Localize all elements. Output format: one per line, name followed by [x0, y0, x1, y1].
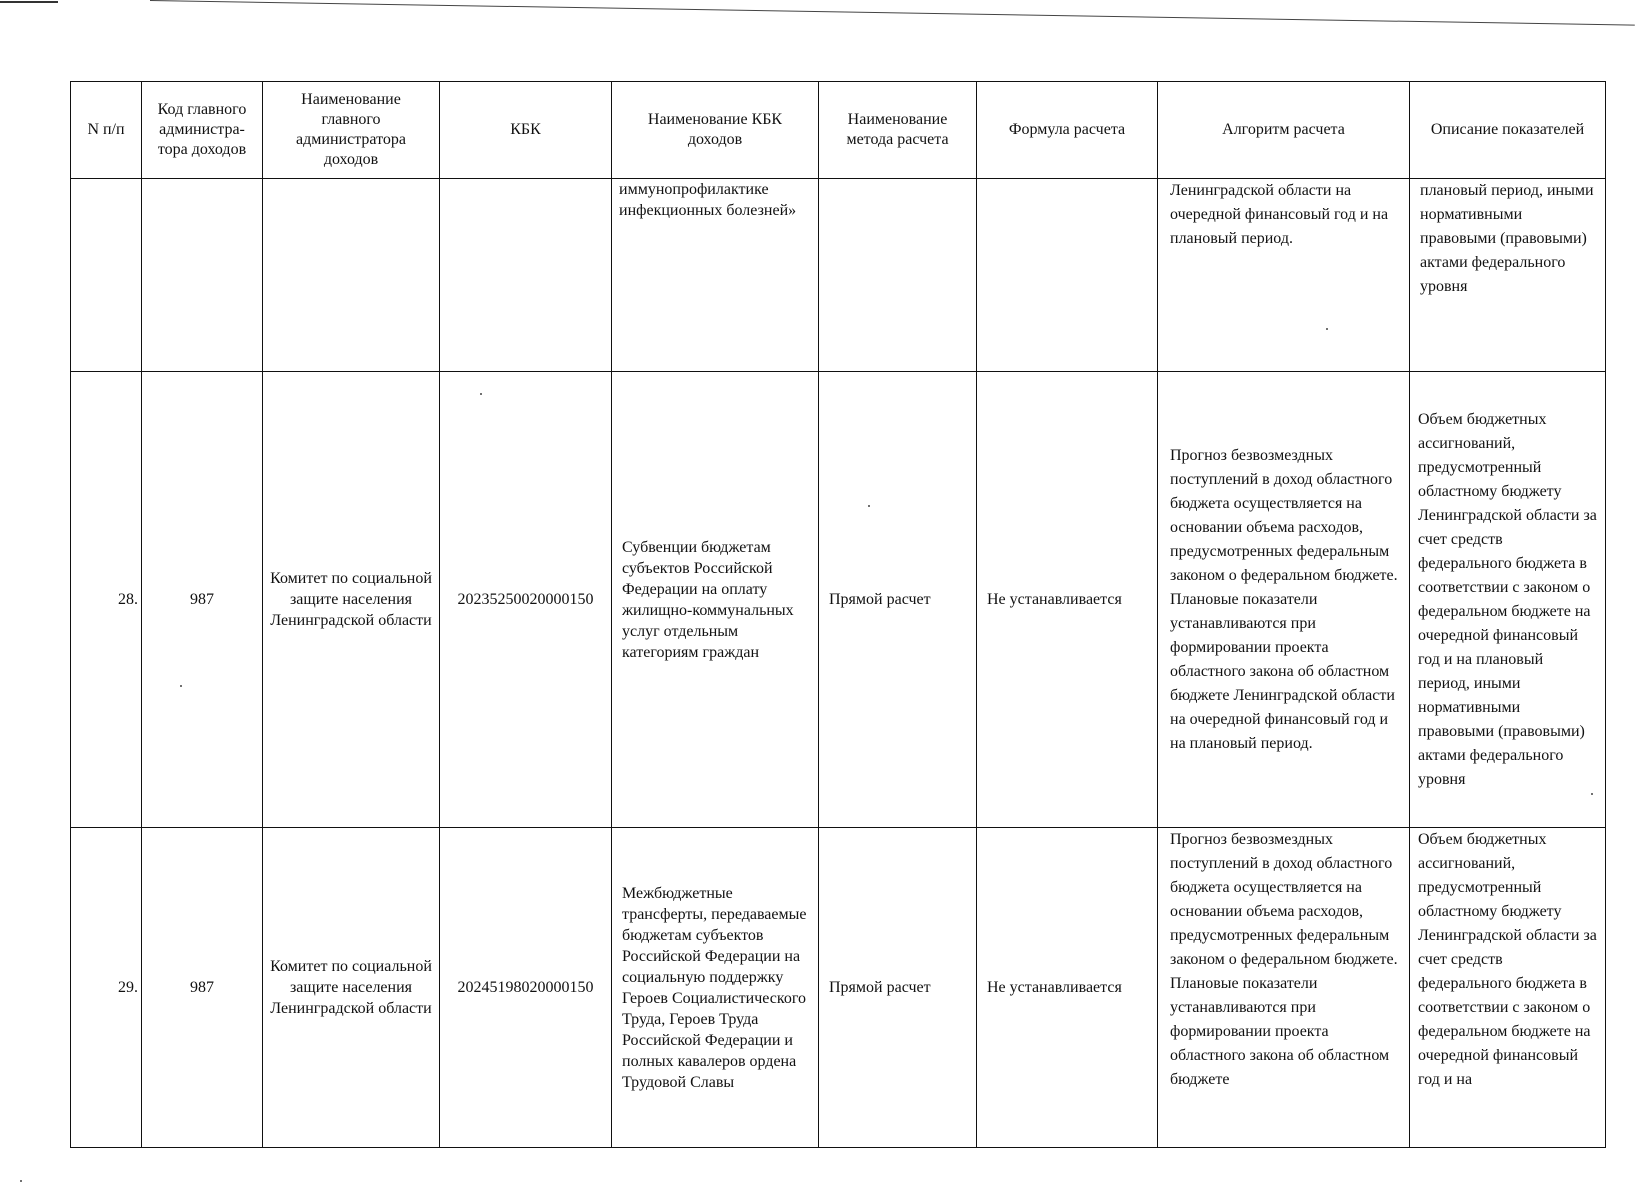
row-kbk-name: Субвенции бюджетам субъектов Российской Федерации на оплату жилищно-коммунальных услуг отдельным категориям граждан: [612, 372, 819, 828]
row-admin: Комитет по социальной защите населения Ленинградской области: [263, 828, 440, 1148]
header-row: [71, 82, 1606, 179]
header-formula: Формула расчета: [977, 82, 1158, 179]
row-method: Прямой расчет: [819, 372, 977, 828]
row-num: [71, 179, 142, 372]
scan-speck: [20, 1180, 22, 1182]
row-kbk-name: иммунопрофилактике инфекционных болезней»: [612, 179, 819, 372]
header-description: Описание показателей: [1410, 82, 1606, 179]
row-num: 29.: [71, 828, 142, 1148]
scan-speck: [1326, 328, 1328, 330]
row-kbk-name: Межбюджетные трансферты, передаваемые бюджетам субъектов Российской Федерации на социальную поддержку Героев Социалистического Труда, Героев Труда Российской Федерации и полных кавалеров ордена Трудовой Славы: [612, 828, 819, 1148]
header-kbk: КБК: [440, 82, 612, 179]
row-code: [142, 179, 263, 372]
row-admin: Комитет по социальной защите населения Ленинградской области: [263, 372, 440, 828]
row-method: Прямой расчет: [819, 828, 977, 1148]
header-method: Наименование метода расчета: [819, 82, 977, 179]
row-method: [819, 179, 977, 372]
row-algorithm: Прогноз безвозмездных поступлений в доход областного бюджета осуществляется на основании объема расходов, предусмотренных федеральным законом о федеральном бюджете. Плановые показатели устанавливаются при формировании проекта областного закона об областном бюджете Ленинградской области на очередной финансовый год и на плановый период.: [1158, 372, 1410, 828]
top-rule: [150, 0, 1635, 26]
row-code: 987: [142, 828, 263, 1148]
row-num: 28.: [71, 372, 142, 828]
scan-speck: [180, 685, 182, 687]
row-algorithm: Ленинградской области на очередной финансовый год и на плановый период.: [1158, 179, 1410, 372]
row-kbk: 20235250020000150: [440, 372, 612, 828]
row-formula: [977, 179, 1158, 372]
header-num: N п/п: [71, 82, 142, 179]
row-description: Объем бюджетных ассигнований, предусмотренный областному бюджету Ленинградской области за счет средств федерального бюджета в соответствии с законом о федеральном бюджете на очередной финансовый год и на: [1410, 828, 1606, 1148]
revenue-methodology-table: [70, 81, 1606, 1148]
row-algorithm: Прогноз безвозмездных поступлений в доход областного бюджета осуществляется на основании объема расходов, предусмотренных федеральным законом о федеральном бюджете. Плановые показатели устанавливаются при формировании проекта областного закона об областном бюджете: [1158, 828, 1410, 1148]
scan-speck: [868, 505, 870, 507]
header-algorithm: Алгоритм расчета: [1158, 82, 1410, 179]
top-left-rule: [0, 1, 58, 3]
row-code: 987: [142, 372, 263, 828]
row-kbk: 20245198020000150: [440, 828, 612, 1148]
row-description: плановый период, иными нормативными правовыми (правовыми) актами федерального уровня: [1410, 179, 1606, 372]
row-description: Объем бюджетных ассигнований, предусмотренный областному бюджету Ленинградской области за счет средств федерального бюджета в соответствии с законом о федеральном бюджете на очередной финансовый год и на плановый период, иными нормативными правовыми (правовыми) актами федерального уровня: [1410, 372, 1606, 828]
row-formula: Не устанавливается: [977, 372, 1158, 828]
row-admin: [263, 179, 440, 372]
table-row: [71, 179, 1606, 372]
header-admin: Наименование главного администратора доходов: [263, 82, 440, 179]
scan-speck: [480, 393, 482, 395]
row-kbk: [440, 179, 612, 372]
table-row: [71, 372, 1606, 828]
row-formula: Не устанавливается: [977, 828, 1158, 1148]
header-code: Код главного администра-тора доходов: [142, 82, 263, 179]
header-kbk-name: Наименование КБК доходов: [612, 82, 819, 179]
table-row: [71, 828, 1606, 1148]
scan-speck: [1591, 793, 1593, 795]
